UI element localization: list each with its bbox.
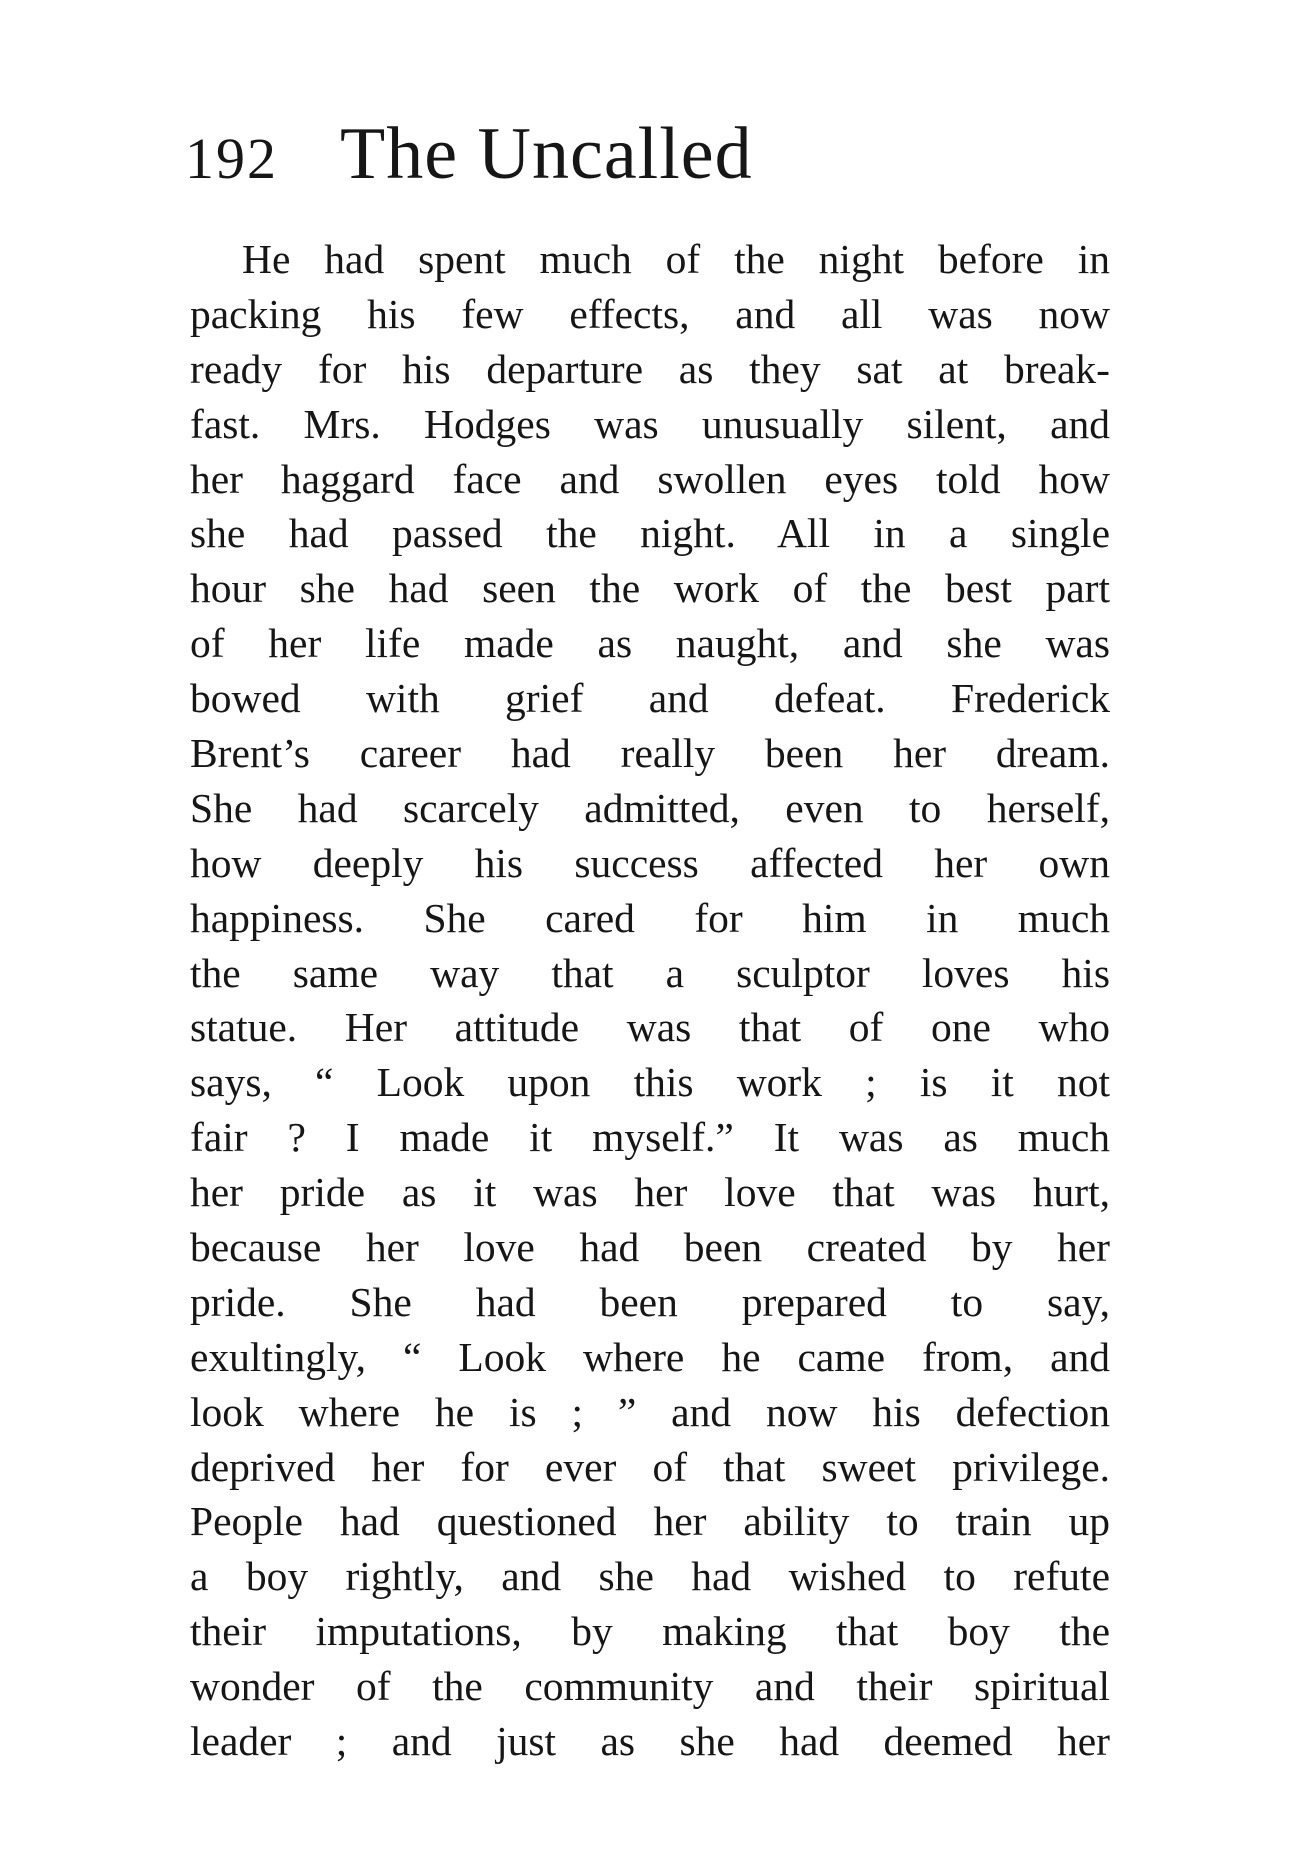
text-line: statue. Her attitude was that of one who <box>190 1004 1110 1051</box>
body-text <box>190 232 1110 1769</box>
text-line: happiness. She cared for him in much <box>190 894 1110 941</box>
text-line: look where he is ; ” and now his defection <box>190 1388 1110 1435</box>
text-line: packing his few effects, and all was now <box>190 290 1110 337</box>
text-line: her haggard face and swollen eyes told how <box>190 455 1110 502</box>
page-header <box>185 112 753 202</box>
text-line: pride. She had been prepared to say, <box>190 1278 1110 1325</box>
text-line: ready for his departure as they sat at break- <box>190 345 1110 392</box>
text-line: fast. Mrs. Hodges was unusually silent, and <box>190 400 1110 447</box>
text-line: She had scarcely admitted, even to herself, <box>190 784 1110 831</box>
text-line: leader ; and just as she had deemed her <box>190 1718 1110 1765</box>
text-line: how deeply his success affected her own <box>190 839 1110 886</box>
text-line: He had spent much of the night before in <box>242 236 1110 282</box>
text-line: says, “ Look upon this work ; is it not <box>190 1059 1110 1106</box>
text-line: hour she had seen the work of the best part <box>190 565 1110 612</box>
text-line: her pride as it was her love that was hurt, <box>190 1169 1110 1216</box>
text-line: the same way that a sculptor loves his <box>190 949 1110 996</box>
text-line: wonder of the community and their spiritual <box>190 1663 1110 1710</box>
text-line: exultingly, “ Look where he came from, and <box>190 1333 1110 1380</box>
text-line: because her love had been created by her <box>190 1224 1110 1271</box>
page-number: 192 <box>185 126 278 191</box>
text-line: Brent’s career had really been her dream. <box>190 730 1110 777</box>
text-line: she had passed the night. All in a single <box>190 510 1110 557</box>
text-line: deprived her for ever of that sweet privilege. <box>190 1443 1110 1490</box>
text-line: a boy rightly, and she had wished to refute <box>190 1553 1110 1600</box>
running-title: The Uncalled <box>340 113 753 195</box>
text-line: their imputations, by making that boy the <box>190 1608 1110 1655</box>
text-line: fair ? I made it myself.” It was as much <box>190 1114 1110 1161</box>
text-line: bowed with grief and defeat. Frederick <box>190 675 1110 722</box>
text-line: People had questioned her ability to train up <box>190 1498 1110 1545</box>
text-line: of her life made as naught, and she was <box>190 620 1110 667</box>
